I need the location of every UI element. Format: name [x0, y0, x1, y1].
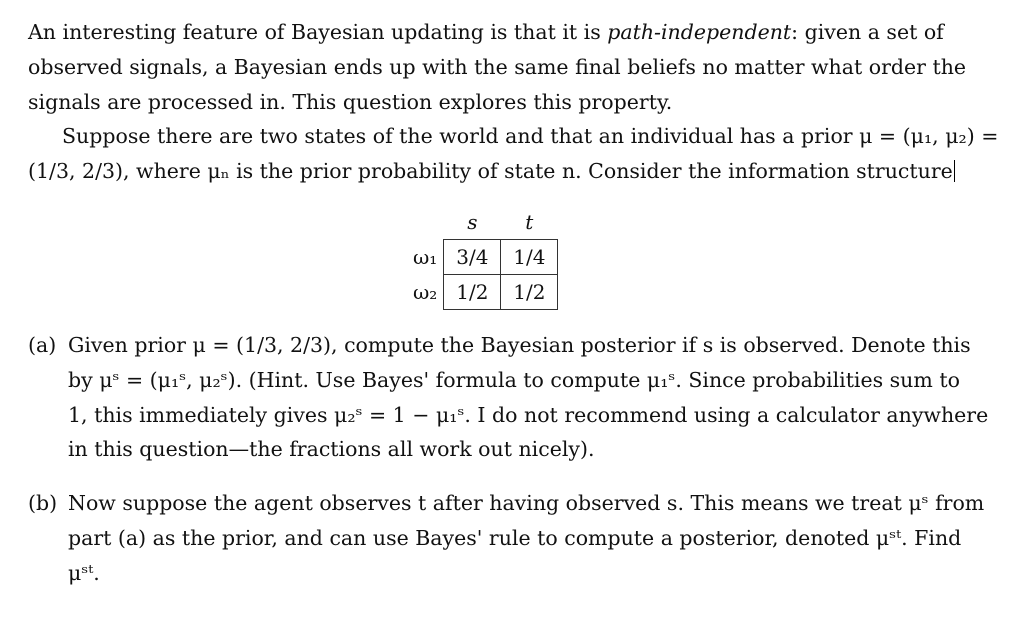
intro-line-2: observed signals, a Bayesian ends up with the same final beliefs no matter what order the: [28, 55, 967, 79]
table-cell: 3/4: [444, 240, 501, 275]
part-a-line-1: Given prior μ = (1/3, 2/3), compute the Bayesian posterior if s is observed. Denote this: [68, 333, 971, 357]
part-a-line-2: by μˢ = (μ₁ˢ, μ₂ˢ). (Hint. Use Bayes' formula to compute μ₁ˢ. Since probabilities sum to: [68, 368, 960, 392]
part-b-line-3: μˢᵗ.: [68, 561, 100, 585]
row-label: ω₂: [413, 280, 438, 304]
intro-line-1: An interesting feature of Bayesian updating is that it is path-independent: given a set of: [28, 20, 944, 44]
intro-line-3: signals are processed in. This question explores this property.: [28, 90, 673, 114]
column-header-s: s: [467, 210, 478, 234]
text-cursor: [954, 160, 955, 182]
column-header-t: t: [525, 210, 534, 234]
setup-line-1: Suppose there are two states of the world and that an individual has a prior μ = (μ₁, μ₂) =: [62, 124, 999, 148]
table-cell: 1/2: [444, 275, 501, 310]
emphasis-path-independent: path-independent: [607, 20, 792, 44]
part-a-line-4: in this question—the fractions all work out nicely).: [68, 437, 595, 461]
part-b-line-2: part (a) as the prior, and can use Bayes' rule to compute a posterior, denoted μˢᵗ. Find: [68, 526, 962, 550]
setup-line-2: (1/3, 2/3), where μₙ is the prior probability of state n. Consider the information structure: [28, 159, 953, 183]
table-cell: 1/2: [501, 275, 558, 310]
part-b-label: (b): [28, 491, 58, 515]
information-structure-table: [405, 205, 558, 310]
part-b-line-1: Now suppose the agent observes t after having observed s. This means we treat μˢ from: [68, 491, 985, 515]
part-a-label: (a): [28, 333, 57, 357]
table-cell: 1/4: [501, 240, 558, 275]
part-a-line-3: 1, this immediately gives μ₂ˢ = 1 − μ₁ˢ. I do not recommend using a calculator anywhere: [68, 403, 989, 427]
table-row: [405, 275, 558, 310]
row-label: ω₁: [413, 245, 438, 269]
table-row: [405, 240, 558, 275]
